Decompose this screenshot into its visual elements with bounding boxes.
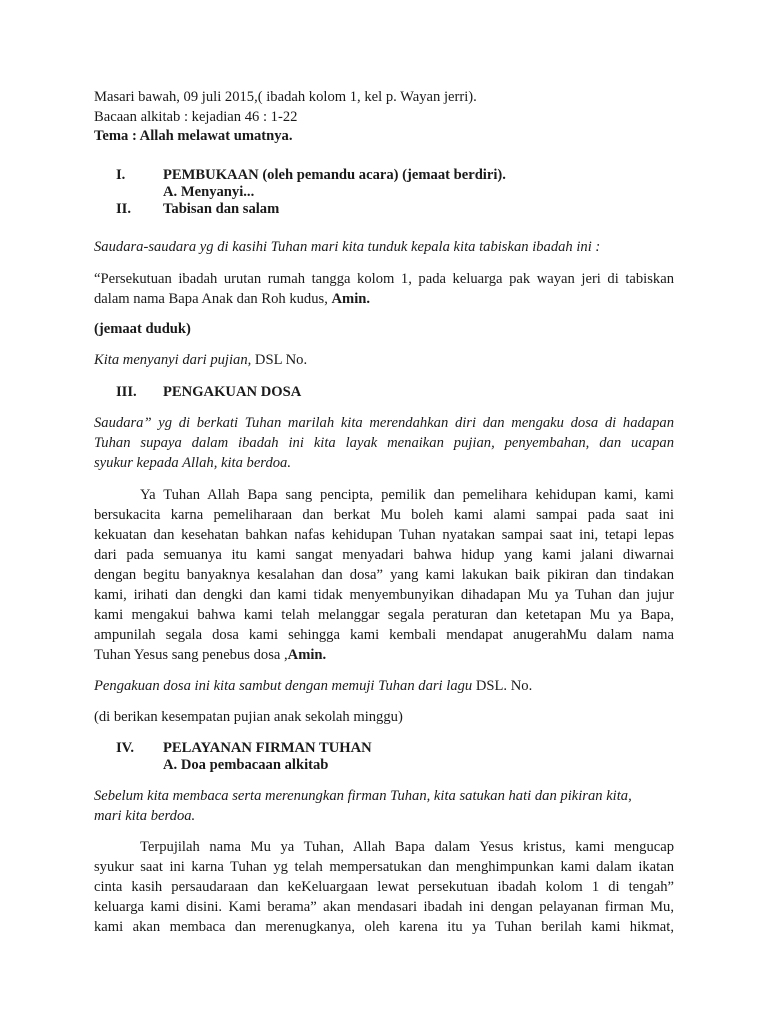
prayer-line-8: ampunilah segala dosa kami sehingga kami kembali mendapat anugerahMu dalam nama bbox=[94, 627, 674, 643]
bible-prayer-line-3: cinta kasih persaudaraan dan keKeluargaan lewat persekutuan ibadah kolom 1 di tengah” bbox=[94, 879, 674, 895]
paragraph-menyanyi: Kita menyanyi dari pujian, DSL No. bbox=[94, 352, 308, 368]
prayer-line-9: Tuhan Yesus sang penebus dosa ,Amin. bbox=[94, 647, 327, 663]
bible-prayer-line-5: kami akan membaca dan merenugkanya, oleh karena itu ya Tuhan berilah kami hikmat, bbox=[94, 919, 674, 935]
paragraph-tabisan-intro: Saudara-saudara yg di kasihi Tuhan mari kita tunduk kepala kita tabiskan ibadah ini : bbox=[94, 239, 601, 255]
paragraph-sermon-intro-2: mari kita berdoa. bbox=[94, 808, 196, 824]
section-4-title: PELAYANAN FIRMAN TUHAN bbox=[163, 740, 372, 756]
section-3-number: III. bbox=[116, 384, 137, 400]
header-location-date: Masari bawah, 09 juli 2015,( ibadah kolom 1, kel p. Wayan jerri). bbox=[94, 89, 477, 105]
paragraph-confession-intro-1: Saudara” yg di berkati Tuhan marilah kita merendahkan diri dan mengaku dosa di hadapan bbox=[94, 415, 674, 431]
bible-prayer-line-2: syukur saat ini karna Tuhan yg telah mempersatukan dan menghimpunkan kami dalam ikatan bbox=[94, 859, 674, 875]
section-4-number: IV. bbox=[116, 740, 134, 756]
paragraph-sermon-intro-1: Sebelum kita membaca serta merenungkan firman Tuhan, kita satukan hati dan pikiran kita, bbox=[94, 788, 632, 804]
prayer-line-6: kami, irihati dan dengki dan kami tidak menyembunyikan dihadapan Mu ya Tuhan dan jujur bbox=[94, 587, 674, 603]
prayer-line-4: dari pada semuanya itu kami sangat menyadari bahwa hidup yang kami jalani diwarnai bbox=[94, 547, 674, 563]
section-4-sub: A. Doa pembacaan alkitab bbox=[163, 757, 329, 773]
paragraph-confession-intro-2: Tuhan supaya dalam ibadah ini kita layak menaikan pujian, penyembahan, dan ucapan bbox=[94, 435, 674, 451]
prayer-line-2: bersukacita karna pemeliharaan dan berkat Mu boleh kami alami sampai pada saat ini bbox=[94, 507, 674, 523]
bible-prayer-line-4: keluarga kami disini. Kami berama” akan mendasari ibadah ini dengan pelayanan firman Mu, bbox=[94, 899, 674, 915]
amin-text: Amin. bbox=[331, 291, 371, 307]
section-1-title: PEMBUKAAN (oleh pemandu acara) (jemaat berdiri). bbox=[163, 167, 506, 183]
paragraph-tabisan-line1: “Persekutuan ibadah urutan rumah tangga kolom 1, pada keluarga pak wayan jeri di tabiskan bbox=[94, 271, 674, 287]
section-2-title: Tabisan dan salam bbox=[163, 201, 280, 217]
prayer-line-7: kami mengakui bahwa kami telah melanggar segala peraturan dan ketetapan Mu ya Bapa, bbox=[94, 607, 674, 623]
paragraph-praise-song: Pengakuan dosa ini kita sambut dengan memuji Tuhan dari lagu DSL. No. bbox=[94, 678, 533, 694]
paragraph-confession-intro-3: syukur kepada Allah, kita berdoa. bbox=[94, 455, 291, 471]
section-1-number: I. bbox=[116, 167, 126, 183]
prayer-line-5: dengan begitu banyaknya kesalahan dan dosa” yang kami lakukan baik pikiran dan tindakan bbox=[94, 567, 674, 583]
section-2-number: II. bbox=[116, 201, 132, 217]
amin-text: Amin. bbox=[287, 647, 327, 663]
paragraph-tabisan-line2: dalam nama Bapa Anak dan Roh kudus, Amin. bbox=[94, 291, 371, 307]
section-3-title: PENGAKUAN DOSA bbox=[163, 384, 302, 400]
prayer-line-3: kekuatan dan kesehatan bahkan nafas kehidupan Tuhan nyatakan sampai saat ini, tetapi lepas bbox=[94, 527, 674, 543]
paragraph-sunday-school: (di berikan kesempatan pujian anak sekolah minggu) bbox=[94, 709, 403, 725]
prayer-line-1: Ya Tuhan Allah Bapa sang pencipta, pemilik dan pemelihara kehidupan kami, kami bbox=[140, 487, 674, 503]
section-1-sub: A. Menyanyi... bbox=[163, 184, 255, 200]
jemaat-duduk-note: (jemaat duduk) bbox=[94, 321, 191, 337]
header-bible-reading: Bacaan alkitab : kejadian 46 : 1-22 bbox=[94, 109, 298, 125]
bible-prayer-line-1: Terpujilah nama Mu ya Tuhan, Allah Bapa dalam Yesus kristus, kami mengucap bbox=[140, 839, 674, 855]
header-theme: Tema : Allah melawat umatnya. bbox=[94, 128, 293, 144]
